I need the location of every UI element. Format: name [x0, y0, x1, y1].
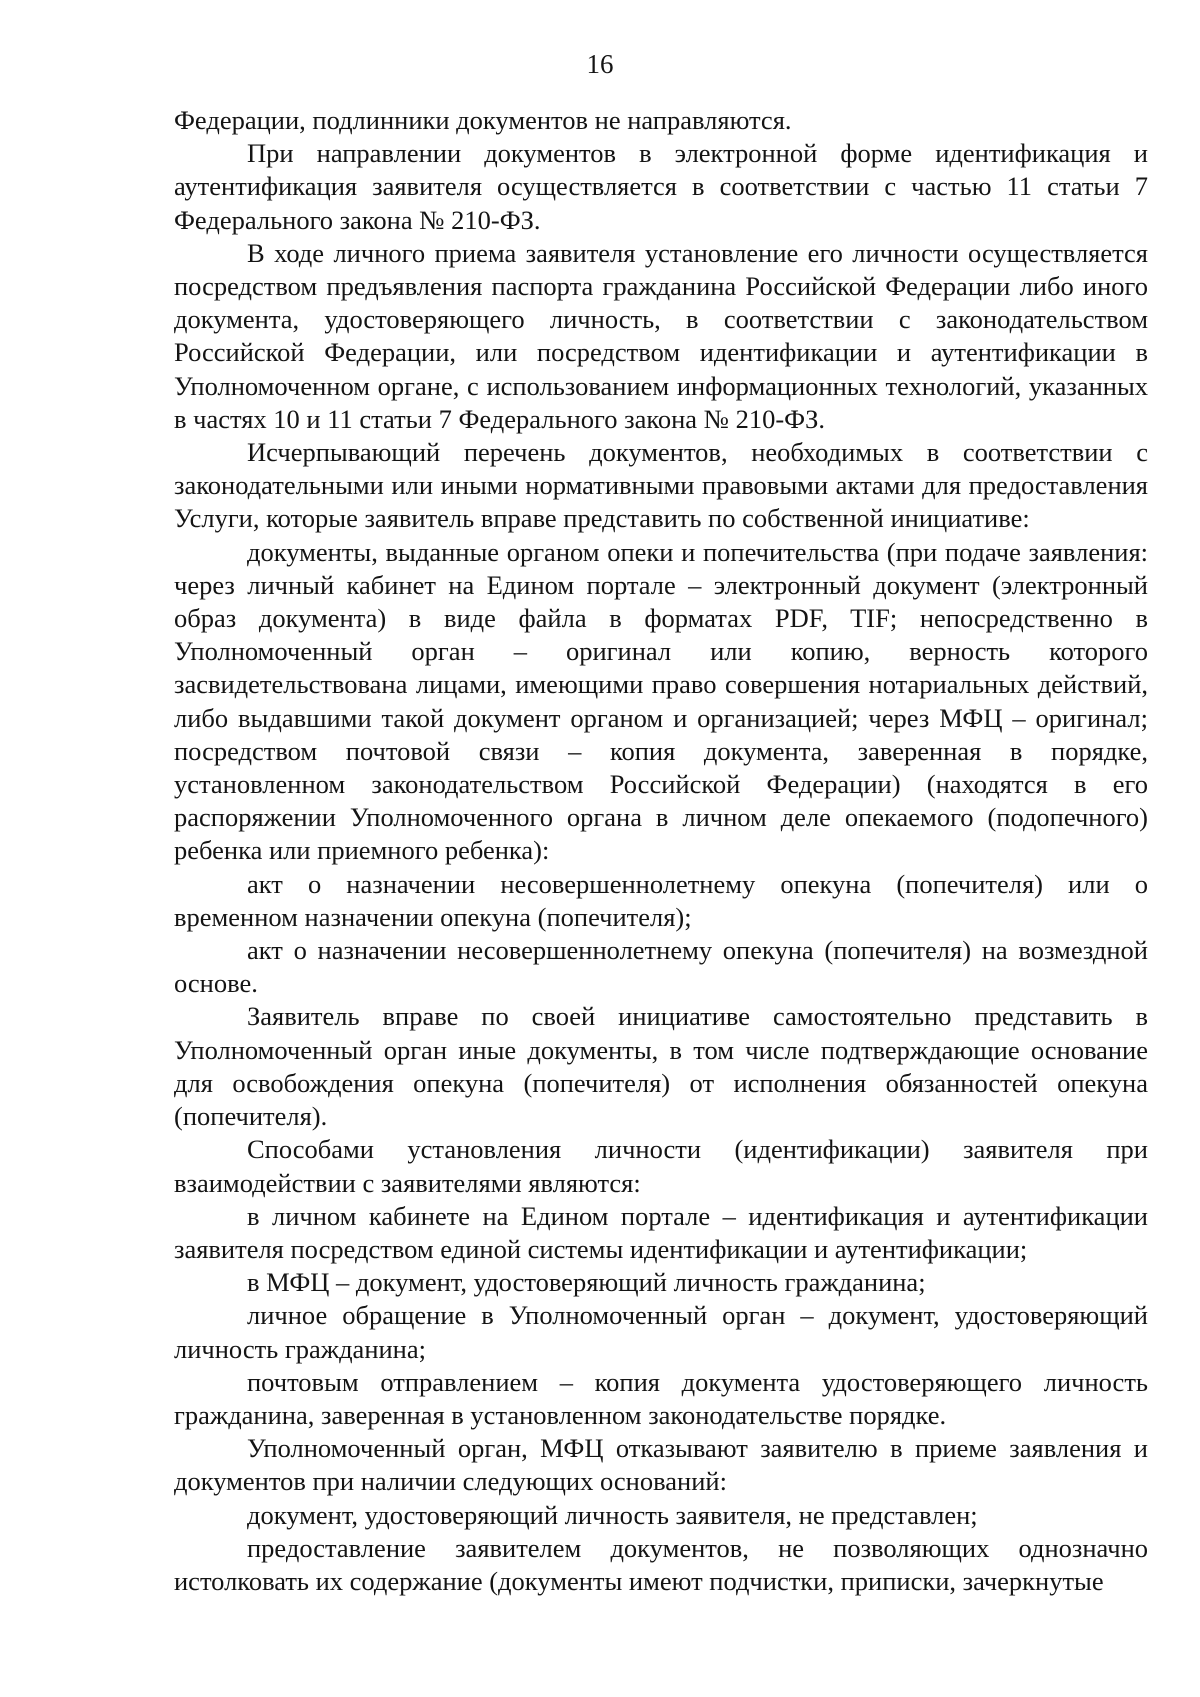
list-item: почтовым отправлением – копия документа удостоверяющего личность гражданина, заверенная в установленном законодательстве порядке.: [174, 1366, 1148, 1430]
list-item: личное обращение в Уполномоченный орган – документ, удостоверяющий личность гражданина;: [174, 1300, 1148, 1364]
paragraph: Заявитель вправе по своей инициативе самостоятельно представить в Уполномоченный орган иные документы, в том числе подтверждающие основание для освобождения опекуна (попечителя) от исполнения обязанностей опекуна (попечителя).: [174, 1001, 1148, 1132]
document-body: [174, 104, 1148, 1598]
paragraph: В ходе личного приема заявителя установление его личности осуществляется посредством предъявления паспорта гражданина Российской Федерации либо иного документа, удостоверяющего личность, в соответствии с законодательством Российской Федерации, или посредством идентификации и аутентификации в Уполномоченном органе, с использованием информационных технологий, указанных в частях 10 и 11 статьи 7 Федерального закона № 210-ФЗ.: [174, 237, 1148, 434]
paragraph-continuation: Федерации, подлинники документов не направляются.: [174, 105, 792, 135]
list-item: акт о назначении несовершеннолетнему опекуна (попечителя) на возмездной основе.: [174, 935, 1148, 999]
list-item: предоставление заявителем документов, не позволяющих однозначно истолковать их содержание (документы имеют подчистки, приписки, зачеркнутые: [174, 1532, 1148, 1596]
list-item: в МФЦ – документ, удостоверяющий личность гражданина;: [247, 1267, 926, 1298]
paragraph: документы, выданные органом опеки и попечительства (при подаче заявления: через личный кабинет на Едином портале – электронный документ (электронный образ документа) в виде файла в форматах PDF, TIF; непосредственно в Уполномоченный орган – оригинал или копию, верность которого засвидетельствована лицами, имеющими право совершения нотариальных действий, либо выдавшими такой документ органом и организацией; через МФЦ – оригинал; посредством почтовой связи – копия документа, заверенная в порядке, установленном законодательством Российской Федерации) (находятся в его распоряжении Уполномоченного органа в личном деле опекаемого (подопечного) ребенка или приемного ребенка):: [174, 536, 1148, 866]
paragraph: Исчерпывающий перечень документов, необходимых в соответствии с законодательными или иными нормативными правовыми актами для предоставления Услуги, которые заявитель вправе представить по собственной инициативе:: [174, 437, 1148, 534]
list-item: в личном кабинете на Едином портале – идентификация и аутентификации заявителя посредством единой системы идентификации и аутентификации;: [174, 1200, 1148, 1264]
paragraph: Способами установления личности (идентификации) заявителя при взаимодействии с заявителями являются:: [174, 1134, 1148, 1198]
paragraph: Уполномоченный орган, МФЦ отказывают заявителю в приеме заявления и документов при наличии следующих оснований:: [174, 1433, 1148, 1497]
list-item: акт о назначении несовершеннолетнему опекуна (попечителя) или о временном назначении опекуна (попечителя);: [174, 868, 1148, 932]
page-number: 16: [586, 49, 614, 79]
list-item: документ, удостоверяющий личность заявителя, не представлен;: [247, 1499, 978, 1530]
paragraph: При направлении документов в электронной форме идентификация и аутентификация заявителя осуществляется в соответствии с частью 11 статьи 7 Федерального закона № 210-ФЗ.: [174, 138, 1148, 235]
